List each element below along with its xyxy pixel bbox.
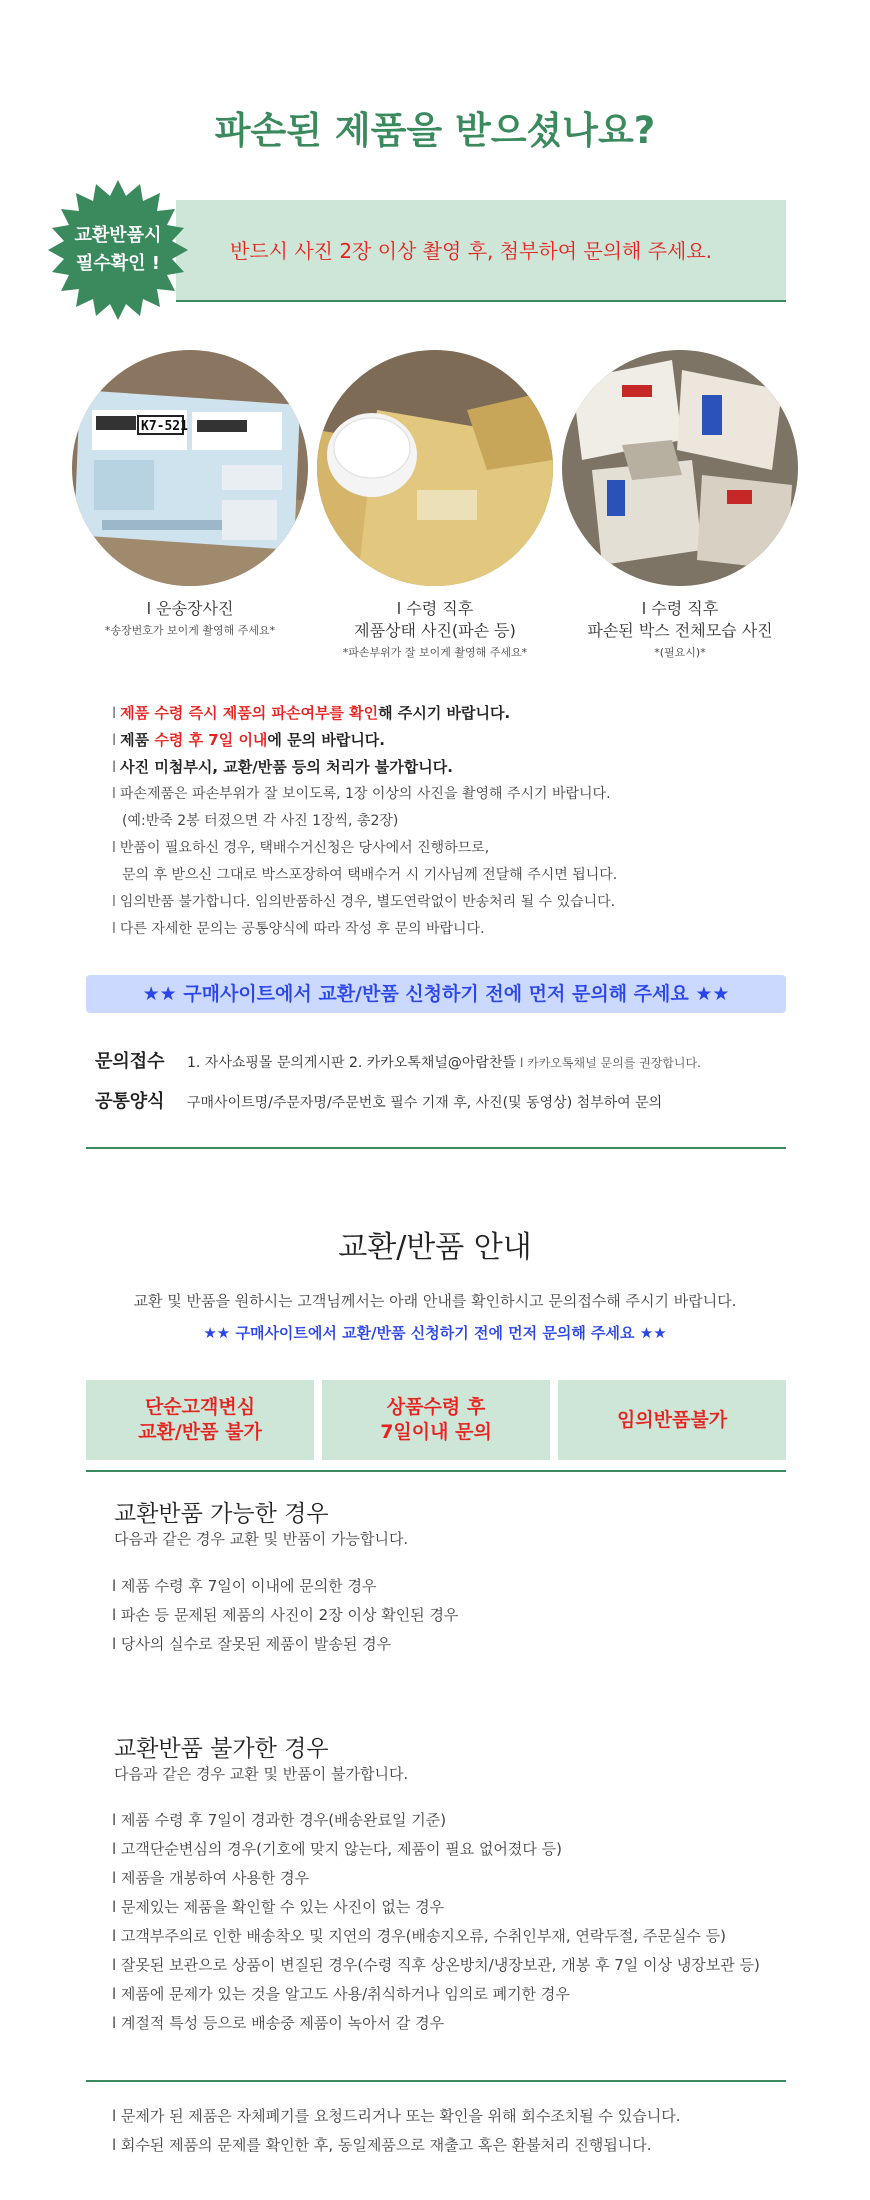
product-photo [317, 350, 553, 586]
policy-box-2 [322, 1380, 550, 1460]
footer-item: l 문제가 된 제품은 자체폐기를 요청드리거나 또는 확인을 위해 회수조치될 수 있습니다. [112, 2107, 681, 2125]
impossible-title: 교환반품 불가한 경우 [114, 1736, 329, 1762]
format-value: 구매사이트명/주문자명/주문번호 필수 기재 후, 사진(및 동영상) 첨부하여 문의 [187, 1095, 663, 1111]
list-item: l 제품 수령 후 7일이 경과한 경우(배송완료일 기준) [112, 1811, 447, 1829]
note-item: l 반품이 필요하신 경우, 택배수거신청은 당사에서 진행하므로, [112, 840, 490, 856]
note-item: l 제품 수령 즉시 제품의 파손여부를 확인해 주시기 바랍니다. [112, 704, 511, 722]
list-item: l 고객부주의로 인한 배송착오 및 지연의 경우(배송지오류, 수취인부재, 연락두절, 주문실수 등) [112, 1927, 726, 1945]
note-item [112, 862, 812, 889]
note-item: l 사진 미첨부시, 교환/반품 등의 처리가 불가합니다. [112, 758, 453, 776]
note-text: 파손제품은 파손부위가 잘 보이도록, 1장 이상의 사진을 촬영해 주시기 바랍니다. [119, 786, 611, 802]
caption-label: l 운송장사진 [146, 599, 234, 618]
list-item: l 제품 수령 후 7일이 이내에 문의한 경우 [112, 1577, 377, 1595]
note-text: 반품이 필요하신 경우, 택배수거신청은 당사에서 진행하므로, [119, 840, 490, 856]
list-item: l 제품을 개봉하여 사용한 경우 [112, 1869, 310, 1887]
caption-note: *파손부위가 잘 보이게 촬영해 주세요* [342, 646, 528, 659]
box-line1: 단순고객변심 [144, 1396, 256, 1418]
list-item: l 제품에 문제가 있는 것을 알고도 사용/취식하거나 임의로 폐기한 경우 [112, 1985, 570, 2003]
note-highlight: 수령 후 7일 이내 [154, 731, 268, 749]
divider [86, 1147, 786, 1149]
format-row [95, 1087, 795, 1113]
page-title: 파손된 제품을 받으셨나요? [214, 109, 656, 152]
banner-message: 반드시 사진 2장 이상 촬영 후, 첨부하여 문의해 주세요. [230, 239, 713, 263]
list-item: l 계절적 특성 등으로 배송중 제품이 녹아서 갈 경우 [112, 2014, 445, 2032]
note-item: l 파손제품은 파손부위가 잘 보이도록, 1장 이상의 사진을 촬영해 주시기 바랍니다. [112, 786, 611, 802]
format-label: 공통양식 [95, 1091, 165, 1112]
guide-title: 교환/반품 안내 [338, 1230, 532, 1265]
box-photo [562, 350, 798, 586]
caption-label2: 제품상태 사진(파손 등) [354, 621, 516, 640]
list-item: l 당사의 실수로 잘못된 제품이 발송된 경우 [112, 1635, 392, 1653]
note-item: l 임의반품 불가합니다. 임의반품하신 경우, 별도연락없이 반송처리 될 수 있습니다. [112, 894, 616, 910]
blue-notice-bar: ★★ 구매사이트에서 교환/반품 신청하기 전에 먼저 문의해 주세요 ★★ [86, 975, 786, 1013]
contact-label: 문의접수 [95, 1051, 165, 1072]
list-item: l 잘못된 보관으로 상품이 변질된 경우(수령 직후 상온방치/냉장보관, 개봉 후 7일 이상 냉장보관 등) [112, 1956, 760, 1974]
list-item: l 고객단순변심의 경우(기호에 맞지 않는다, 제품이 필요 없어졌다 등) [112, 1840, 563, 1858]
waybill-photo [72, 350, 308, 586]
notice-list [112, 700, 812, 943]
box-line2: 교환/반품 불가 [138, 1421, 262, 1443]
note-item: l 다른 자세한 문의는 공통양식에 따라 작성 후 문의 바랍니다. [112, 921, 485, 937]
note-text: 문의 후 받으신 그대로 박스포장하여 택배수거 시 기사님께 전달해 주시면 됩니다. [122, 867, 618, 883]
badge-text [48, 222, 188, 278]
photo-caption-3 [550, 598, 810, 662]
note-text: 에 문의 바랍니다. [267, 731, 385, 749]
badge-line2: 필수확인 ! [75, 253, 161, 274]
footer-item: l 회수된 제품의 문제를 확인한 후, 동일제품으로 재출고 혹은 환불처리 진행됩니다. [112, 2136, 652, 2154]
note-text: 임의반품 불가합니다. 임의반품하신 경우, 별도연락없이 반송처리 될 수 있습니다. [119, 894, 616, 910]
caption-label: l 수령 직후 [641, 599, 719, 618]
policy-box-3 [558, 1380, 786, 1460]
impossible-subtitle: 다음과 같은 경우 교환 및 반품이 불가합니다. [114, 1765, 409, 1783]
caption-label2: 파손된 박스 전체모습 사진 [587, 621, 773, 640]
box-line1: 임의반품불가 [616, 1408, 728, 1431]
note-text: 해 주시기 바랍니다. [378, 704, 511, 722]
box-line1: 상품수령 후 [386, 1396, 486, 1418]
note-item [112, 808, 812, 835]
divider [86, 2080, 786, 2082]
list-item: l 문제있는 제품을 확인할 수 있는 사진이 없는 경우 [112, 1898, 445, 1916]
caption-note: *송장번호가 보이게 촬영해 주세요* [104, 624, 276, 637]
footer-notes [112, 2102, 681, 2160]
note-item: l 제품 수령 후 7일 이내에 문의 바랍니다. [112, 731, 385, 749]
possible-list [112, 1572, 458, 1659]
possible-title: 교환반품 가능한 경우 [114, 1501, 329, 1527]
guide-subtitle: 교환 및 반품을 원하시는 고객님께서는 아래 안내를 확인하시고 문의접수해 주시기 바랍니다. [133, 1292, 737, 1310]
caption-note: *(필요시)* [654, 646, 706, 659]
banner-underline [176, 300, 786, 302]
list-item: l 파손 등 문제된 제품의 사진이 2장 이상 확인된 경우 [112, 1606, 459, 1624]
note-highlight: 제품 수령 즉시 제품의 파손여부를 확인 [120, 704, 379, 722]
caption-label: l 수령 직후 [396, 599, 474, 618]
contact-extra: l 카카오톡채널 문의를 권장합니다. [520, 1056, 701, 1070]
note-text: 다른 자세한 문의는 공통양식에 따라 작성 후 문의 바랍니다. [119, 921, 485, 937]
possible-subtitle: 다음과 같은 경우 교환 및 반품이 가능합니다. [114, 1530, 409, 1548]
photo-caption-2 [305, 598, 565, 662]
divider [86, 1470, 786, 1472]
waybill-code-text: K7-521 [141, 419, 188, 434]
contact-row [95, 1047, 795, 1073]
guide-blue-notice: ★★ 구매사이트에서 교환/반품 신청하기 전에 먼저 문의해 주세요 ★★ [203, 1324, 667, 1342]
note-text: (예:반죽 2봉 터졌으면 각 사진 1장씩, 총2장) [122, 813, 399, 829]
contact-value: 1. 자사쇼핑몰 문의게시판 2. 카카오톡채널@아람찬뜰 [187, 1055, 516, 1071]
photo-caption-1 [60, 598, 320, 640]
note-text: 제품 [120, 731, 155, 749]
note-text: 사진 미첨부시, 교환/반품 등의 처리가 불가합니다. [120, 758, 453, 776]
badge-line1: 교환반품시 [74, 225, 162, 246]
impossible-list [112, 1806, 760, 2038]
box-line2: 7일이내 문의 [380, 1421, 492, 1443]
policy-box-1 [86, 1380, 314, 1460]
